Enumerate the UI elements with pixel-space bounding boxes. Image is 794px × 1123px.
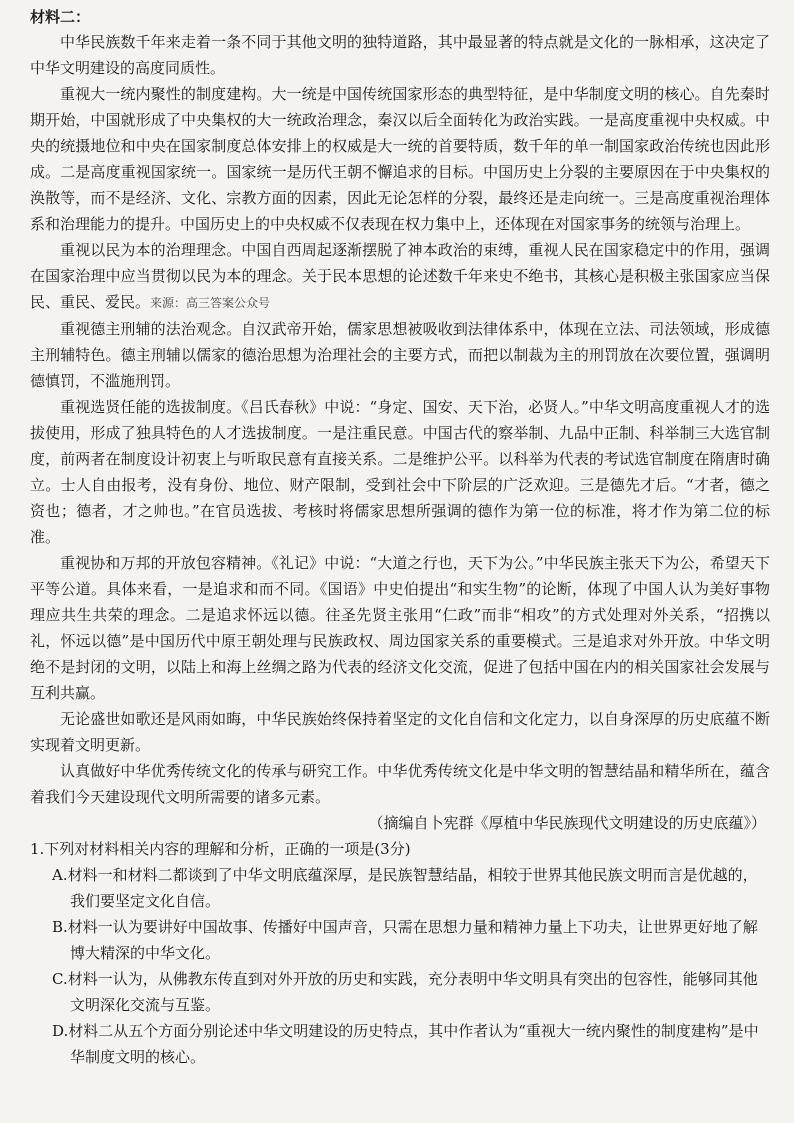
- paragraph-xuanxian: 重视选贤任能的选拔制度。《吕氏春秋》中说：“身定、国安、天下治，必贤人。”中华文明高度重视人才的选拔使用，形成了独具特色的人才选拔制度。一是注重民意。中国古代的察举制、九品中正制、科举制三大选官制度，前两者在制度设计初衷上与听取民意有直接关系。二是维护公平。以科举为代表的考试选官制度在隋唐时确立。士人自由报考，没有身份、地位、财产限制，受到社会中下阶层的广泛欢迎。三是德先才后。“才者，德之资也；德者，才之帅也。”在官员选拔、考核时将儒家思想所强调的德作为第一位的标准，将才作为第二位的标准。: [30, 398, 770, 546]
- option-c: [30, 966, 770, 1018]
- option-c-text: C.材料一认为，从佛教东传直到对外开放的历史和实践，充分表明中华文明具有突出的包容性，能够同其他文明深化交流与互鉴。: [52, 970, 758, 1014]
- material-heading: 材料二：: [30, 8, 91, 26]
- option-b: [30, 914, 770, 966]
- option-a: [30, 862, 770, 914]
- paragraph-chuancheng: 认真做好中华优秀传统文化的传承与研究工作。中华优秀传统文化是中华文明的智慧结晶和精华所在，蕴含着我们今天建设现代文明所需要的诸多元素。: [30, 762, 770, 806]
- paragraph-minben: [30, 237, 770, 316]
- question-stem: 1.下列对材料相关内容的理解和分析，正确的一项是(3分): [30, 840, 411, 858]
- option-d-text: D.材料二从五个方面分别论述中华文明建设的历史特点，其中作者认为“重视大一统内聚性的制度建构”是中华制度文明的核心。: [52, 1022, 759, 1066]
- paragraph-zixin: 无论盛世如歌还是风雨如晦，中华民族始终保持着坚定的文化自信和文化定力，以自身深厚的历史底蕴不断实现着文明更新。: [30, 710, 770, 754]
- option-d: [30, 1018, 770, 1070]
- paragraph-xiehe: 重视协和万邦的开放包容精神。《礼记》中说：“大道之行也，天下为公。”中华民族主张天下为公，希望天下平等公道。具体来看，一是追求和而不同。《国语》中史伯提出“和实生物”的论断，体现了中国人认为美好事物理应共生共荣的理念。二是追求怀远以德。往圣先贤主张用“仁政”而非“相攻”的方式处理对外关系，“招携以礼，怀远以德”是中国历代中原王朝处理与民族政权、周边国家关系的重要模式。三是追求对外开放。中华文明绝不是封闭的文明，以陆上和海上丝绸之路为代表的经济文化交流，促进了包括中国在内的相关国家社会发展与互利共赢。: [30, 554, 770, 702]
- citation: （摘编自卜宪群《厚植中华民族现代文明建设的历史底蕴》）: [368, 814, 766, 832]
- paragraph-minben-text: 重视以民为本的治理理念。中国自西周起逐渐摆脱了神本政治的束缚，重视人民在国家稳定中的作用，强调在国家治理中应当贯彻以民为本的理念。关于民本思想的论述数千年来史不绝书，其核心是积极主张国家应当保民、重民、爱民。: [30, 241, 770, 311]
- paragraph-intro: 中华民族数千年来走着一条不同于其他文明的独特道路，其中最显著的特点就是文化的一脉相承，这决定了中华文明建设的高度同质性。: [30, 33, 770, 77]
- source-watermark-note: 来源：高三答案公众号: [150, 296, 271, 310]
- paragraph-dezhu: 重视德主刑辅的法治观念。自汉武帝开始，儒家思想被吸收到法律体系中，体现在立法、司法领域，形成德主刑辅特色。德主刑辅以儒家的德治思想为治理社会的主要方式，而把以制裁为主的刑罚放在次要位置，强调明德慎罚，不滥施刑罚。: [30, 320, 770, 390]
- option-b-text: B.材料一认为要讲好中国故事、传播好中国声音，只需在思想力量和精神力量上下功夫，让世界更好地了解博大精深的中华文化。: [52, 918, 758, 962]
- option-a-text: A.材料一和材料二都谈到了中华文明底蕴深厚，是民族智慧结晶，相较于世界其他民族文明而言是优越的，我们要坚定文化自信。: [52, 866, 758, 910]
- paragraph-dayitong: 重视大一统内聚性的制度建构。大一统是中国传统国家形态的典型特征，是中华制度文明的核心。自先秦时期开始，中国就形成了中央集权的大一统政治理念，秦汉以后全面转化为政治实践。一是高度重视中央权威。中央的统摄地位和中央在国家制度总体安排上的权威是大一统的首要特质，数千年的单一制国家政治传统也因此形成。二是高度重视国家统一。国家统一是历代王朝不懈追求的目标。中国历史上分裂的主要原因在于中央集权的涣散等，而不是经济、文化、宗教方面的因素，因此无论怎样的分裂，最终还是走向统一。三是高度重视治理体系和治理能力的提升。中国历史上的中央权威不仅表现在权力集中上，还体现在对国家事务的统领与治理上。: [30, 85, 770, 233]
